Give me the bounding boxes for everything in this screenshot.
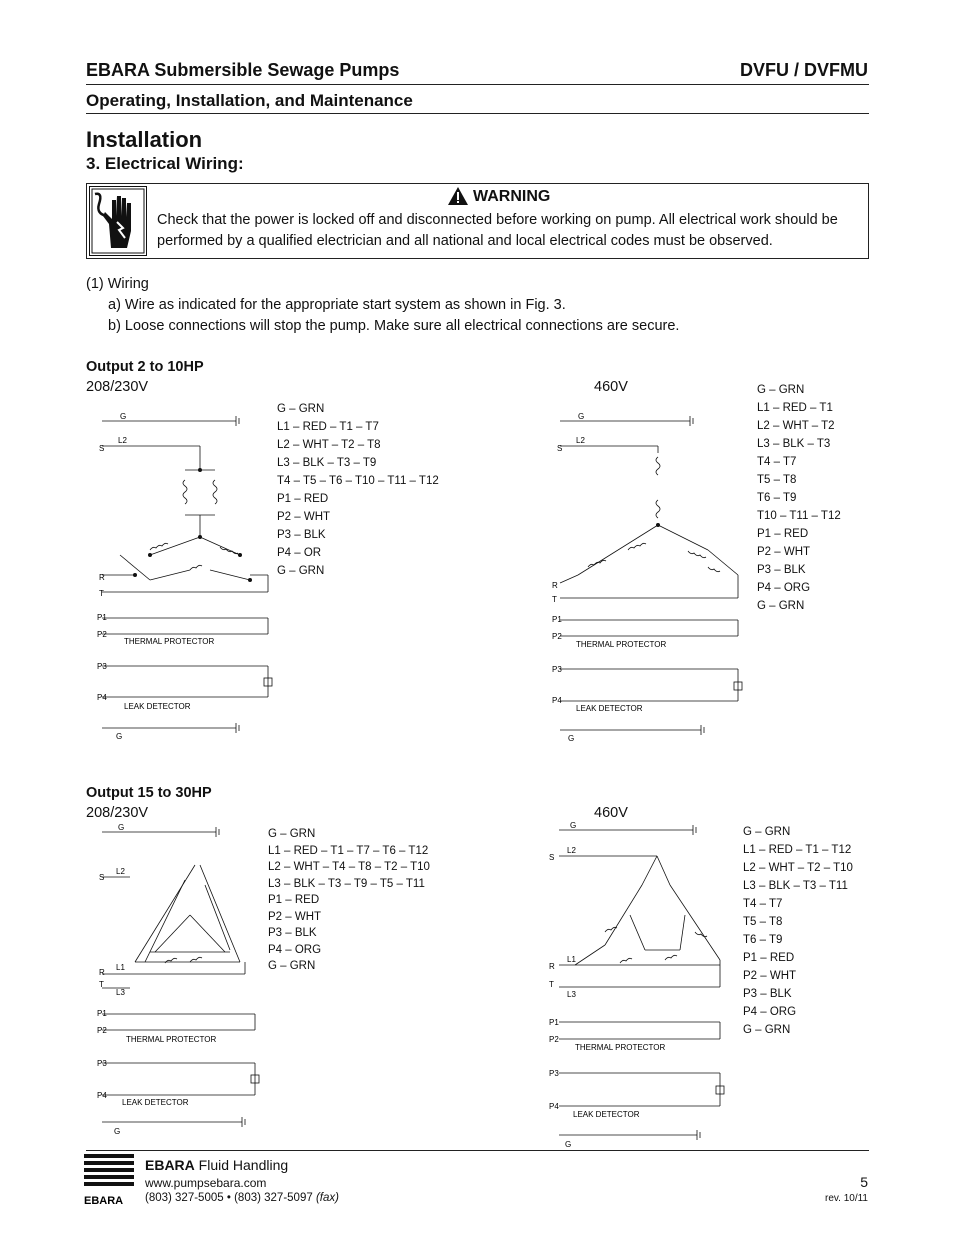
output-1-heading: Output 2 to 10HP (86, 359, 204, 375)
label-p3: P3 (549, 1069, 559, 1078)
wiring-step-a: a) Wire as indicated for the appropriate start system as shown in Fig. 3. (108, 297, 566, 313)
wire-list-1-208 (277, 400, 439, 580)
label-g: G (578, 412, 585, 421)
label-g-bottom: G (568, 734, 575, 743)
wire-code: P1 – RED (757, 528, 809, 540)
label-g-bottom: G (565, 1140, 572, 1149)
label-t: T (99, 980, 104, 989)
label-s: S (557, 444, 563, 453)
wiring-diagram-2-208v (90, 820, 270, 1140)
manual-type: Operating, Installation, and Maintenance (86, 91, 413, 110)
header-rule-2 (86, 113, 869, 114)
label-r: R (549, 962, 555, 971)
wire-code: L2 – WHT – T4 – T8 – T2 – T10 (268, 861, 430, 873)
label-p1: P1 (97, 613, 107, 622)
label-p1: P1 (549, 1018, 559, 1027)
wire-code: L2 – WHT – T2 – T10 (743, 862, 853, 874)
wire-code: T4 – T7 (757, 456, 797, 468)
footer-url[interactable]: www.pumpsebara.com (145, 1176, 267, 1190)
wire-code: L3 – BLK – T3 – T9 – T5 – T11 (268, 877, 425, 890)
wire-code: G – GRN (743, 826, 791, 838)
wire-code: L3 – BLK – T3 (757, 438, 831, 450)
output-1-208v: 208/230V (86, 379, 149, 395)
wire-code: G – GRN (757, 600, 805, 612)
label-s: S (99, 873, 105, 882)
label-s: S (99, 444, 105, 453)
label-l3: L3 (116, 988, 125, 997)
label-p1: P1 (97, 1009, 107, 1018)
wire-code: G – GRN (743, 1024, 791, 1036)
label-p2: P2 (549, 1035, 559, 1044)
label-r: R (99, 968, 105, 977)
logo-wordmark: EBARA (84, 1195, 124, 1207)
wire-code: P1 – RED (268, 894, 320, 906)
label-r: R (99, 573, 105, 582)
label-l2: L2 (576, 436, 585, 445)
label-p4: P4 (549, 1102, 559, 1111)
wire-code: P3 – BLK (757, 564, 806, 576)
page-number: 5 (860, 1174, 868, 1190)
label-p4: P4 (97, 1091, 107, 1100)
wire-code: G – GRN (757, 384, 805, 396)
wiring-diagram-2-460v (545, 820, 735, 1155)
wire-code: T6 – T9 (757, 492, 797, 504)
output-2-208v: 208/230V (86, 805, 149, 821)
wire-code: P2 – WHT (743, 970, 797, 982)
label-g-bottom: G (114, 1127, 121, 1136)
leak-label: LEAK DETECTOR (124, 702, 191, 711)
warning-heading: WARNING (473, 188, 551, 205)
thermal-label: THERMAL PROTECTOR (124, 637, 215, 646)
wire-code: P3 – BLK (743, 988, 792, 1000)
wire-code: P3 – BLK (268, 927, 317, 939)
footer-fax: (803) 327-5097 (234, 1192, 313, 1204)
label-p4: P4 (552, 696, 562, 705)
warning-triangle-icon (447, 186, 469, 206)
wire-code: P4 – OR (277, 547, 322, 559)
wire-code: L3 – BLK – T3 – T9 (277, 457, 377, 469)
label-p2: P2 (97, 1026, 107, 1035)
wire-code: P1 – RED (277, 493, 329, 505)
footer-phone: (803) 327-5005 (145, 1192, 224, 1204)
wire-list-2-460 (743, 823, 853, 1039)
label-l1: L1 (567, 955, 576, 964)
model-title: DVFU / DVFMU (740, 60, 868, 80)
label-t: T (549, 980, 554, 989)
wire-code: P3 – BLK (277, 529, 326, 541)
revision: rev. 10/11 (825, 1193, 868, 1204)
wire-code: T5 – T8 (743, 916, 783, 928)
label-p2: P2 (552, 632, 562, 641)
output-2-heading: Output 15 to 30HP (86, 785, 212, 801)
wire-code: L2 – WHT – T2 (757, 420, 835, 432)
wire-code: P1 – RED (743, 952, 795, 964)
label-g: G (570, 821, 577, 830)
label-l3: L3 (567, 990, 576, 999)
label-g: G (120, 412, 127, 421)
section-subtitle: 3. Electrical Wiring: (86, 154, 244, 173)
wire-code: P2 – WHT (268, 910, 322, 923)
section-title: Installation (86, 127, 203, 152)
wire-code: T4 – T7 (743, 898, 783, 910)
label-p2: P2 (97, 630, 107, 639)
wire-code: L2 – WHT – T2 – T8 (277, 439, 381, 451)
label-r: R (552, 581, 558, 590)
footer-rule (86, 1150, 869, 1151)
wiring-heading: (1) Wiring (86, 276, 149, 292)
wiring-diagram-1-208v (90, 405, 275, 745)
footer-fax-label: (fax) (315, 1192, 339, 1204)
output-2-460v: 460V (594, 805, 628, 821)
label-p3: P3 (97, 1059, 107, 1068)
wire-code: G – GRN (277, 403, 325, 415)
thermal-label: THERMAL PROTECTOR (126, 1035, 217, 1044)
label-t: T (99, 589, 104, 598)
label-l2: L2 (116, 867, 125, 876)
label-l2: L2 (567, 846, 576, 855)
footer-bullet: • (226, 1192, 231, 1204)
footer-brand: EBARA (145, 1157, 195, 1173)
wire-code: T6 – T9 (743, 934, 783, 946)
wire-code: G – GRN (268, 960, 316, 972)
label-g-bottom: G (116, 732, 123, 741)
footer-brand-suffix: Fluid Handling (198, 1157, 289, 1173)
wire-code: P4 – ORG (743, 1006, 797, 1018)
wire-code: P2 – WHT (757, 546, 811, 558)
warning-box (86, 183, 869, 259)
wire-code: T4 – T5 – T6 – T10 – T11 – T12 (277, 475, 439, 487)
leak-label: LEAK DETECTOR (573, 1110, 640, 1119)
wire-code: L1 – RED – T1 – T7 – T6 – T12 (268, 844, 429, 857)
warning-text: Check that the power is locked off and disconnected before working on pump. All electrical work should be performed by a qualified electrician and all national and local electrical codes must be observed. (157, 212, 838, 249)
label-p3: P3 (97, 662, 107, 671)
wiring-diagram-1-460v (548, 405, 748, 745)
wire-list-2-208 (268, 826, 430, 975)
wire-code: L3 – BLK – T3 – T11 (743, 880, 848, 892)
wire-code: T10 – T11 – T12 (757, 510, 841, 522)
header-rule (86, 84, 869, 85)
wire-list-1-460 (757, 381, 841, 615)
wire-code: P4 – ORG (757, 582, 811, 594)
wire-code: P2 – WHT (277, 511, 331, 523)
wire-code: L1 – RED – T1 – T7 (277, 421, 379, 433)
product-line-title: EBARA Submersible Sewage Pumps (86, 60, 400, 80)
label-p4: P4 (97, 693, 107, 702)
wire-code: G – GRN (268, 828, 316, 840)
thermal-label: THERMAL PROTECTOR (575, 1043, 666, 1052)
wire-code: G – GRN (277, 565, 325, 577)
wire-code: T5 – T8 (757, 474, 797, 486)
wire-code: L1 – RED – T1 (757, 402, 833, 414)
wire-code: L1 – RED – T1 – T12 (743, 844, 852, 856)
output-1-460v: 460V (594, 379, 628, 395)
label-g: G (118, 823, 125, 832)
label-s: S (549, 853, 555, 862)
label-p1: P1 (552, 615, 562, 624)
electric-hand-icon (89, 186, 147, 256)
label-l1: L1 (116, 963, 125, 972)
wire-code: P4 – ORG (268, 943, 322, 956)
label-p3: P3 (552, 665, 562, 674)
leak-label: LEAK DETECTOR (576, 704, 643, 713)
leak-label: LEAK DETECTOR (122, 1098, 189, 1107)
thermal-label: THERMAL PROTECTOR (576, 640, 667, 649)
label-l2: L2 (118, 436, 127, 445)
wiring-step-b: b) Loose connections will stop the pump. Make sure all electrical connections are secure. (108, 318, 680, 334)
label-t: T (552, 595, 557, 604)
ebara-logo (84, 1152, 136, 1208)
